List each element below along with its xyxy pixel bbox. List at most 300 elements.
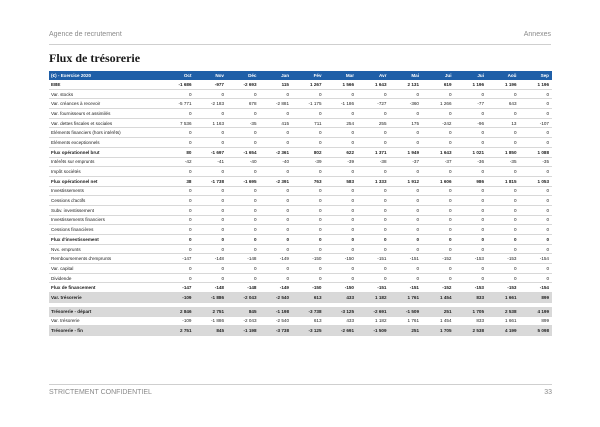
value-cell: 0: [520, 99, 553, 109]
value-cell: 0: [325, 264, 358, 274]
value-cell: 0: [325, 109, 358, 119]
value-cell: 0: [227, 264, 260, 274]
value-cell: 0: [292, 138, 325, 148]
value-cell: 0: [487, 273, 520, 283]
value-cell: -109: [162, 293, 195, 303]
table-row: [49, 307, 552, 316]
value-cell: -37: [422, 157, 455, 167]
value-cell: 0: [162, 109, 195, 119]
value-cell: 0: [422, 225, 455, 235]
table-row: [49, 138, 552, 148]
table-row: [49, 196, 552, 206]
value-cell: 0: [260, 138, 293, 148]
value-cell: 0: [455, 89, 488, 99]
value-cell: 0: [455, 235, 488, 245]
row-label: Var. dettes fiscales et sociales: [49, 118, 162, 128]
value-cell: 0: [227, 235, 260, 245]
value-cell: 0: [325, 167, 358, 177]
value-cell: 619: [422, 80, 455, 89]
value-cell: -1 186: [325, 99, 358, 109]
value-cell: -42: [162, 157, 195, 167]
value-cell: 0: [520, 167, 553, 177]
value-cell: 0: [487, 205, 520, 215]
value-cell: -40: [227, 157, 260, 167]
value-cell: 0: [227, 215, 260, 225]
table-row: [49, 186, 552, 196]
value-cell: 1 643: [422, 147, 455, 157]
value-cell: 0: [260, 244, 293, 254]
table-row: [49, 109, 552, 119]
value-cell: 0: [162, 138, 195, 148]
table-row: [49, 225, 552, 235]
value-cell: 0: [390, 128, 423, 138]
value-cell: 1 761: [390, 293, 423, 303]
page-footer: [49, 384, 552, 399]
value-cell: -5 771: [162, 99, 195, 109]
value-cell: 0: [195, 215, 228, 225]
value-cell: 0: [520, 215, 553, 225]
value-cell: 0: [292, 89, 325, 99]
value-cell: 0: [325, 138, 358, 148]
table-row: [49, 167, 552, 177]
value-cell: 622: [325, 147, 358, 157]
value-cell: 986: [455, 176, 488, 186]
row-label: Var. créances à recevoir: [49, 99, 162, 109]
column-header-month: Mai: [390, 71, 423, 80]
value-cell: 643: [487, 99, 520, 109]
column-header-month: Mar: [325, 71, 358, 80]
value-cell: 0: [390, 89, 423, 99]
value-cell: 251: [390, 326, 423, 336]
value-cell: 0: [422, 215, 455, 225]
value-cell: 0: [487, 235, 520, 245]
value-cell: 0: [227, 109, 260, 119]
column-header-month: Jan: [260, 71, 293, 80]
value-cell: 1 761: [390, 316, 423, 326]
value-cell: -39: [292, 157, 325, 167]
value-cell: 0: [195, 138, 228, 148]
value-cell: 0: [357, 244, 390, 254]
value-cell: 4 199: [487, 326, 520, 336]
value-cell: 0: [455, 109, 488, 119]
value-cell: -2 391: [260, 176, 293, 186]
value-cell: 711: [292, 118, 325, 128]
value-cell: 1 566: [325, 80, 358, 89]
row-label: Var. fournisseurs et assimilés: [49, 109, 162, 119]
value-cell: 0: [357, 138, 390, 148]
value-cell: 0: [357, 264, 390, 274]
table-row: [49, 118, 552, 128]
value-cell: -148: [195, 254, 228, 264]
value-cell: 899: [520, 293, 553, 303]
value-cell: 763: [292, 176, 325, 186]
header-section: Annexes: [523, 31, 551, 38]
value-cell: -977: [195, 80, 228, 89]
value-cell: 0: [195, 225, 228, 235]
value-cell: 0: [260, 109, 293, 119]
value-cell: 2 846: [162, 307, 195, 316]
value-cell: 802: [292, 147, 325, 157]
value-cell: 0: [260, 196, 293, 206]
value-cell: 0: [195, 89, 228, 99]
value-cell: -3 125: [325, 307, 358, 316]
value-cell: 0: [260, 264, 293, 274]
column-header-month: Jui: [422, 71, 455, 80]
value-cell: -35: [487, 157, 520, 167]
value-cell: -148: [227, 254, 260, 264]
value-cell: 0: [520, 138, 553, 148]
value-cell: 0: [357, 128, 390, 138]
cash-flow-table: [49, 71, 552, 336]
value-cell: 1 661: [487, 316, 520, 326]
value-cell: 0: [520, 128, 553, 138]
value-cell: 0: [292, 128, 325, 138]
value-cell: 5 098: [520, 326, 553, 336]
value-cell: 433: [325, 293, 358, 303]
value-cell: -149: [260, 254, 293, 264]
value-cell: 0: [520, 225, 553, 235]
value-cell: 0: [325, 225, 358, 235]
value-cell: 1 266: [422, 99, 455, 109]
value-cell: 0: [260, 215, 293, 225]
value-cell: 0: [390, 196, 423, 206]
value-cell: 0: [390, 167, 423, 177]
table-row: [49, 99, 552, 109]
value-cell: 1 163: [195, 118, 228, 128]
value-cell: 255: [357, 118, 390, 128]
value-cell: 0: [292, 215, 325, 225]
value-cell: 1 850: [487, 147, 520, 157]
value-cell: 0: [357, 167, 390, 177]
value-cell: 0: [487, 89, 520, 99]
table-row: [49, 89, 552, 99]
value-cell: 0: [162, 225, 195, 235]
value-cell: 0: [422, 138, 455, 148]
column-header-month: Déc: [227, 71, 260, 80]
value-cell: 0: [357, 186, 390, 196]
column-header-month: Fév: [292, 71, 325, 80]
value-cell: -151: [357, 283, 390, 293]
value-cell: -2 693: [227, 80, 260, 89]
value-cell: 0: [422, 128, 455, 138]
value-cell: 0: [260, 89, 293, 99]
value-cell: 1 454: [422, 316, 455, 326]
row-label: Eléments financiers (hors intérêts): [49, 128, 162, 138]
value-cell: 254: [325, 118, 358, 128]
value-cell: 0: [487, 138, 520, 148]
value-cell: 0: [422, 186, 455, 196]
value-cell: 0: [455, 244, 488, 254]
value-cell: 0: [162, 196, 195, 206]
table-row: [49, 326, 552, 336]
value-cell: 0: [422, 244, 455, 254]
value-cell: -154: [520, 283, 553, 293]
value-cell: -2 691: [357, 307, 390, 316]
table-row: [49, 215, 552, 225]
value-cell: -96: [455, 118, 488, 128]
value-cell: 0: [520, 264, 553, 274]
value-cell: -1 886: [195, 293, 228, 303]
row-label: Cessions financières: [49, 225, 162, 235]
column-header-month: Sep: [520, 71, 553, 80]
value-cell: 115: [260, 80, 293, 89]
value-cell: 2 131: [390, 80, 423, 89]
value-cell: 0: [162, 235, 195, 245]
row-label: Var. trésorerie: [49, 293, 162, 303]
value-cell: 0: [455, 186, 488, 196]
value-cell: 0: [227, 205, 260, 215]
value-cell: 0: [227, 273, 260, 283]
value-cell: 0: [292, 186, 325, 196]
value-cell: 0: [325, 196, 358, 206]
table-row: [49, 147, 552, 157]
table-header-row: [49, 71, 552, 80]
value-cell: 0: [325, 235, 358, 245]
value-cell: -1 686: [162, 80, 195, 89]
table-row: [49, 176, 552, 186]
value-cell: 0: [487, 186, 520, 196]
value-cell: 0: [520, 109, 553, 119]
value-cell: -727: [357, 99, 390, 109]
value-cell: 0: [357, 215, 390, 225]
value-cell: 0: [292, 167, 325, 177]
row-label: Flux opérationnel brut: [49, 147, 162, 157]
value-cell: 0: [260, 273, 293, 283]
value-cell: 0: [520, 244, 553, 254]
value-cell: 0: [487, 225, 520, 235]
row-label: Intérêts sur emprunts: [49, 157, 162, 167]
value-cell: 13: [487, 118, 520, 128]
value-cell: 1 182: [357, 293, 390, 303]
value-cell: 0: [390, 215, 423, 225]
value-cell: 1 021: [455, 147, 488, 157]
page-header: [49, 30, 551, 45]
value-cell: -148: [227, 283, 260, 293]
value-cell: 1 182: [357, 316, 390, 326]
value-cell: 0: [520, 196, 553, 206]
column-header-month: Aoû: [487, 71, 520, 80]
row-label: Var. capital: [49, 264, 162, 274]
page-number: 33: [544, 389, 552, 396]
table-row: [49, 205, 552, 215]
value-cell: -2 881: [260, 99, 293, 109]
value-cell: 0: [227, 89, 260, 99]
value-cell: 0: [422, 273, 455, 283]
value-cell: 0: [422, 235, 455, 245]
value-cell: -153: [455, 283, 488, 293]
value-cell: -152: [422, 254, 455, 264]
value-cell: 0: [487, 215, 520, 225]
value-cell: 0: [227, 128, 260, 138]
column-header-label: (€) - Exercice 2020: [49, 71, 162, 80]
table-row: [49, 316, 552, 326]
value-cell: 845: [227, 307, 260, 316]
value-cell: 0: [390, 186, 423, 196]
value-cell: 0: [390, 264, 423, 274]
value-cell: -242: [422, 118, 455, 128]
value-cell: -153: [487, 254, 520, 264]
value-cell: 0: [292, 244, 325, 254]
value-cell: -151: [390, 283, 423, 293]
column-header-month: Jui: [455, 71, 488, 80]
value-cell: 0: [487, 244, 520, 254]
value-cell: -1 509: [357, 326, 390, 336]
value-cell: -1 738: [195, 176, 228, 186]
row-label: Flux d'investissement: [49, 235, 162, 245]
value-cell: 0: [422, 109, 455, 119]
value-cell: 0: [455, 138, 488, 148]
value-cell: -2 540: [260, 316, 293, 326]
value-cell: 1 949: [390, 147, 423, 157]
value-cell: 613: [292, 293, 325, 303]
value-cell: 833: [455, 316, 488, 326]
value-cell: -360: [390, 99, 423, 109]
value-cell: 2 538: [487, 307, 520, 316]
value-cell: 0: [227, 196, 260, 206]
value-cell: 0: [357, 273, 390, 283]
row-label: Flux de financement: [49, 283, 162, 293]
value-cell: 0: [162, 186, 195, 196]
value-cell: 0: [227, 138, 260, 148]
value-cell: 613: [292, 316, 325, 326]
row-label: Trésorerie - fin: [49, 326, 162, 336]
value-cell: -41: [195, 157, 228, 167]
value-cell: 0: [292, 273, 325, 283]
value-cell: 0: [325, 186, 358, 196]
value-cell: 0: [195, 244, 228, 254]
value-cell: -35: [520, 157, 553, 167]
value-cell: -1 198: [260, 307, 293, 316]
value-cell: -3 125: [292, 326, 325, 336]
value-cell: 0: [487, 196, 520, 206]
value-cell: 0: [422, 196, 455, 206]
value-cell: 0: [195, 264, 228, 274]
value-cell: -38: [357, 157, 390, 167]
value-cell: 0: [520, 273, 553, 283]
value-cell: -109: [162, 316, 195, 326]
value-cell: 0: [455, 225, 488, 235]
row-label: Eléments exceptionnels: [49, 138, 162, 148]
row-label: Investissements financiers: [49, 215, 162, 225]
value-cell: -3 738: [292, 307, 325, 316]
value-cell: 0: [422, 264, 455, 274]
value-cell: 0: [357, 109, 390, 119]
value-cell: -2 183: [195, 99, 228, 109]
row-label: Flux opérationnel net: [49, 176, 162, 186]
value-cell: 1 705: [455, 307, 488, 316]
value-cell: 80: [162, 147, 195, 157]
row-label: Remboursements d'emprunts: [49, 254, 162, 264]
value-cell: -150: [325, 283, 358, 293]
value-cell: 0: [455, 273, 488, 283]
value-cell: 0: [520, 235, 553, 245]
value-cell: 1 912: [390, 176, 423, 186]
value-cell: 0: [162, 89, 195, 99]
value-cell: 1 333: [357, 176, 390, 186]
value-cell: 0: [390, 225, 423, 235]
value-cell: -40: [260, 157, 293, 167]
value-cell: -150: [292, 254, 325, 264]
column-header-month: Avr: [357, 71, 390, 80]
value-cell: 0: [292, 205, 325, 215]
value-cell: 1 196: [455, 80, 488, 89]
value-cell: 175: [390, 118, 423, 128]
value-cell: 0: [292, 109, 325, 119]
table-row: [49, 264, 552, 274]
value-cell: 0: [227, 244, 260, 254]
value-cell: 0: [357, 196, 390, 206]
value-cell: 1 371: [357, 147, 390, 157]
value-cell: 0: [162, 128, 195, 138]
value-cell: 1 454: [422, 293, 455, 303]
value-cell: 0: [195, 186, 228, 196]
row-label: Impôt sociétés: [49, 167, 162, 177]
value-cell: 0: [325, 273, 358, 283]
value-cell: 0: [390, 244, 423, 254]
value-cell: -152: [422, 283, 455, 293]
value-cell: -153: [487, 283, 520, 293]
column-header-month: Nov: [195, 71, 228, 80]
value-cell: -1 697: [195, 147, 228, 157]
row-label: EBE: [49, 80, 162, 89]
value-cell: 1 705: [422, 326, 455, 336]
value-cell: 0: [325, 89, 358, 99]
value-cell: 0: [390, 109, 423, 119]
value-cell: -1 509: [390, 307, 423, 316]
value-cell: 0: [227, 186, 260, 196]
value-cell: 0: [162, 215, 195, 225]
value-cell: 4 199: [520, 307, 553, 316]
value-cell: -150: [292, 283, 325, 293]
value-cell: 0: [260, 205, 293, 215]
value-cell: -153: [455, 254, 488, 264]
value-cell: -39: [325, 157, 358, 167]
value-cell: -2 540: [260, 293, 293, 303]
value-cell: -35: [227, 118, 260, 128]
row-label: Nvx. emprunts: [49, 244, 162, 254]
value-cell: -2 691: [325, 326, 358, 336]
value-cell: -1 198: [227, 326, 260, 336]
table-row: [49, 273, 552, 283]
value-cell: -2 043: [227, 293, 260, 303]
value-cell: 0: [390, 205, 423, 215]
value-cell: 0: [195, 109, 228, 119]
value-cell: 0: [292, 264, 325, 274]
value-cell: 0: [520, 205, 553, 215]
value-cell: -151: [357, 254, 390, 264]
value-cell: 0: [292, 225, 325, 235]
value-cell: 0: [227, 225, 260, 235]
value-cell: 0: [422, 167, 455, 177]
row-label: Trésorerie - départ: [49, 307, 162, 316]
value-cell: 0: [195, 196, 228, 206]
value-cell: 0: [162, 205, 195, 215]
value-cell: -1 654: [227, 147, 260, 157]
value-cell: 0: [357, 235, 390, 245]
value-cell: 0: [390, 273, 423, 283]
value-cell: -147: [162, 283, 195, 293]
value-cell: 0: [260, 225, 293, 235]
value-cell: 0: [455, 205, 488, 215]
row-label: Investissements: [49, 186, 162, 196]
value-cell: -150: [325, 254, 358, 264]
value-cell: 0: [422, 205, 455, 215]
value-cell: 1 815: [487, 176, 520, 186]
value-cell: 0: [292, 235, 325, 245]
value-cell: 0: [390, 138, 423, 148]
value-cell: 433: [325, 316, 358, 326]
value-cell: 0: [357, 205, 390, 215]
